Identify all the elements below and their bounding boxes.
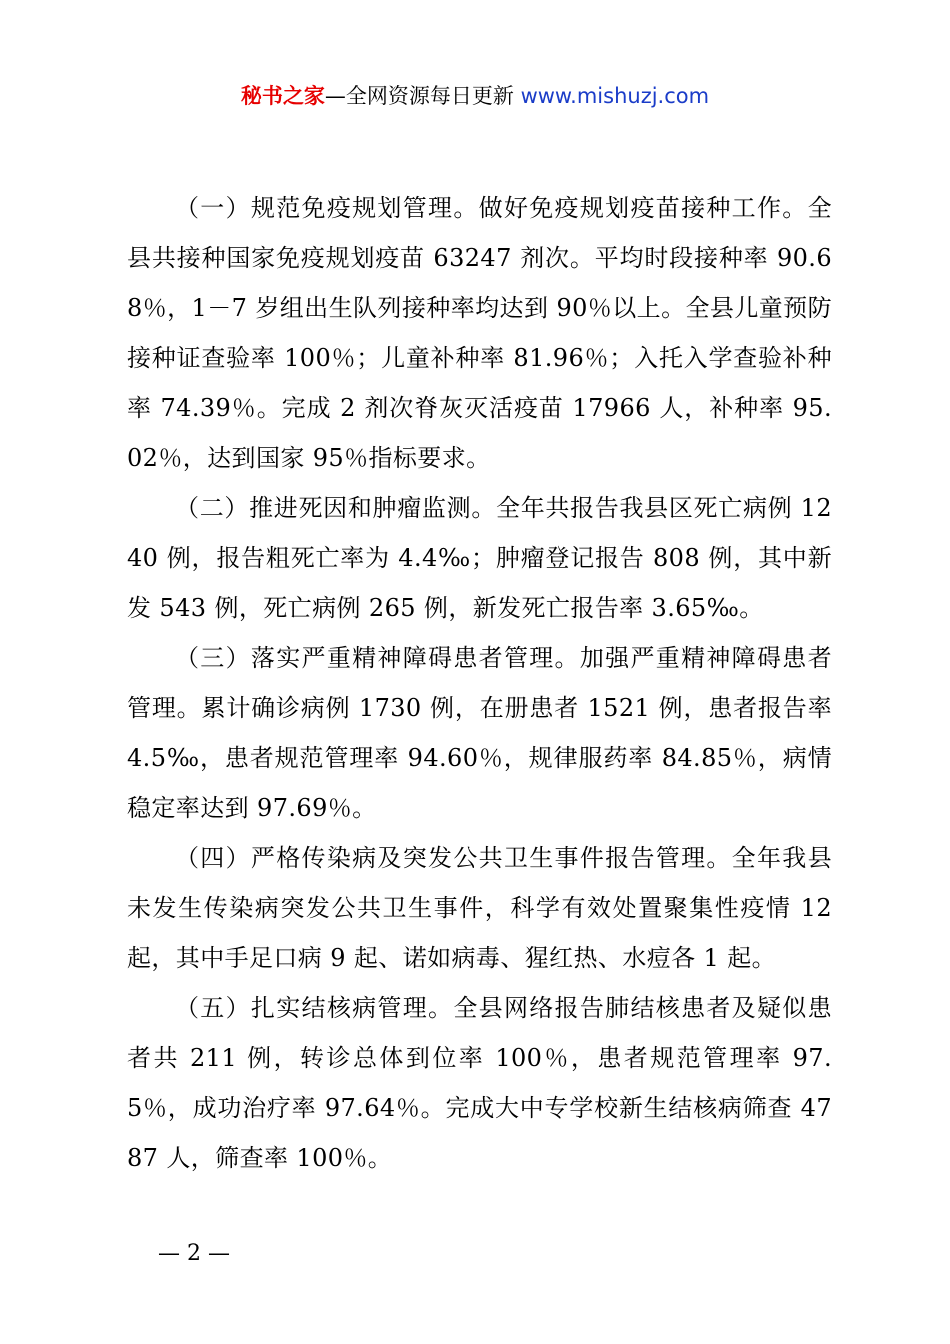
site-url-link[interactable]: www.mishuzj.com bbox=[520, 84, 710, 108]
paragraph-tuberculosis: （五）扎实结核病管理。全县网络报告肺结核患者及疑似患者共 211 例，转诊总体到位率 100％，患者规范管理率 97.5％，成功治疗率 97.64％。完成大中专学校新生结核病筛查 4787 人，筛查率 100％。 bbox=[127, 994, 832, 1172]
paragraph-death-cause-tumor: （二）推进死因和肿瘤监测。全年共报告我县区死亡病例 1240 例，报告粗死亡率为 4.4‰；肿瘤登记报告 808 例，其中新发 543 例，死亡病例 265 例，新发死亡报告率 3.65‰。 bbox=[127, 494, 832, 622]
brand-name: 秘书之家 bbox=[240, 84, 325, 108]
site-header bbox=[0, 80, 950, 112]
paragraph-infectious-disease: （四）严格传染病及突发公共卫生事件报告管理。全年我县未发生传染病突发公共卫生事件，科学有效处置聚集性疫情 12 起，其中手足口病 9 起、诺如病毒、猩红热、水痘各 1 起。 bbox=[127, 844, 832, 972]
document-body bbox=[127, 183, 832, 1183]
page-number: — 2 — bbox=[158, 1241, 230, 1266]
paragraph-immunization: （一）规范免疫规划管理。做好免疫规划疫苗接种工作。全县共接种国家免疫规划疫苗 63247 剂次。平均时段接种率 90.68％，1－7 岁组出生队列接种率均达到 90％以上。全县儿童预防接种证查验率 100％；儿童补种率 81.96％；入托入学查验补种率 74.39％。完成 2 剂次脊灰灭活疫苗 17966 人，补种率 95.02％，达到国家 95％指标要求。 bbox=[127, 194, 832, 472]
header-slogan: —全网资源每日更新 bbox=[324, 84, 514, 108]
paragraph-mental-disorder: （三）落实严重精神障碍患者管理。加强严重精神障碍患者管理。累计确诊病例 1730 例，在册患者 1521 例，患者报告率 4.5‰，患者规范管理率 94.60％，规律服药率 84.85％，病情稳定率达到 97.69％。 bbox=[127, 644, 832, 822]
